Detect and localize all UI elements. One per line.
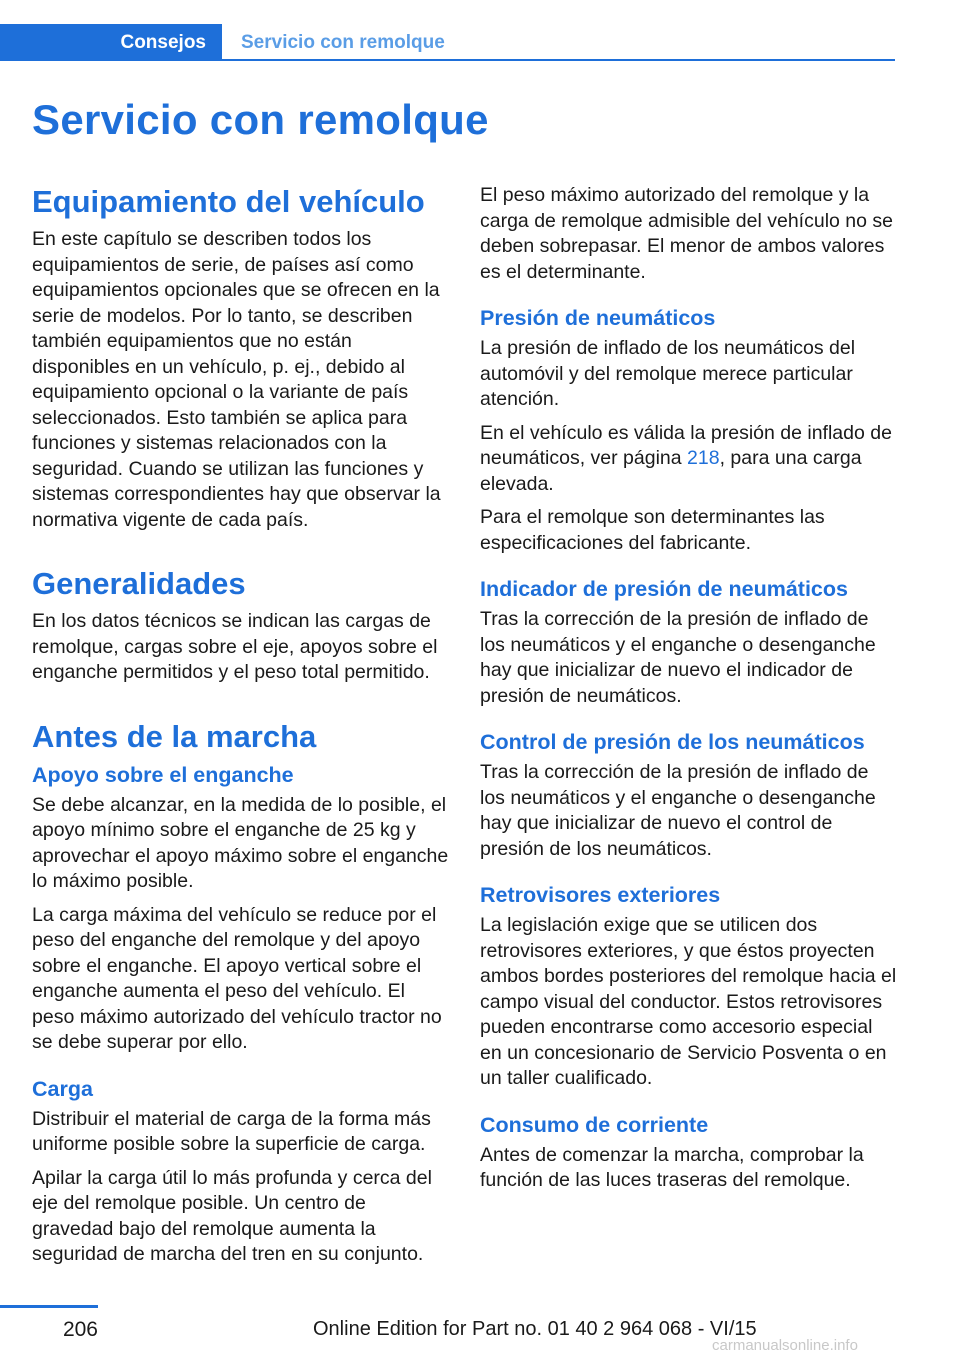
paragraph-presion-2 bbox=[480, 421, 898, 498]
paragraph-generalidades: En los datos técnicos se indican las cargas de remolque, cargas sobre el eje, apoyos sobre el enganche permitidos y el peso total permitido. bbox=[32, 610, 438, 683]
heading-retrovisores: Retrovisores exteriores bbox=[480, 883, 721, 907]
footer-divider bbox=[0, 1305, 98, 1308]
heading-carga: Carga bbox=[32, 1076, 93, 1101]
paragraph-carga-1: Distribuir el material de carga de la forma más uniforme posible sobre la superficie de carga. bbox=[32, 1107, 431, 1155]
heading-consumo: Consumo de corriente bbox=[480, 1112, 709, 1137]
paragraph-peso: El peso máximo autorizado del remolque y la carga de remolque admisible del vehículo no se deben sobrepasar. El menor de ambos valores es el determinante. bbox=[480, 184, 893, 283]
section-tab-label: Servicio con remolque bbox=[241, 31, 445, 53]
page-title: Servicio con remolque bbox=[32, 96, 489, 143]
paragraph-control: Tras la corrección de la presión de inflado de los neumáticos y el enganche o desenganche hay que inicializar de nuevo el control de presión de los neumáticos. bbox=[480, 761, 876, 860]
page-link-218[interactable]: 218 bbox=[687, 447, 720, 469]
presion-text-a: En el vehículo es válida la presión de inflado de neumáticos, ver página bbox=[480, 421, 892, 469]
heading-control: Control de presión de los neumáticos bbox=[480, 730, 865, 754]
watermark: carmanualsonline.info bbox=[712, 1337, 858, 1354]
chapter-tab bbox=[0, 24, 222, 61]
chapter-header bbox=[0, 24, 895, 61]
paragraph-apoyo-2: La carga máxima del vehículo se reduce por el peso del enganche del remolque y del apoyo sobre el enganche. El apoyo vertical sobre el enganche aumenta el peso del vehículo. El peso máximo autorizado del vehículo tractor no se debe superar por ello. bbox=[32, 903, 442, 1053]
edition-text: Online Edition for Part no. 01 40 2 964 068 - VI/15 bbox=[313, 1318, 757, 1340]
heading-indicador: Indicador de presión de neumáticos bbox=[480, 577, 848, 601]
paragraph-retrovisores: La legislación exige que se utilicen dos retrovisores exteriores, y que éstos proyecten ambos bordes posteriores del remolque hacia el campo visual del conductor. Estos retrovisores pueden encontrarse como accesorio especial en un concesionario de Servicio Posventa o en un taller cualificado. bbox=[480, 914, 897, 1089]
heading-equipamiento: Equipamiento del vehículo bbox=[32, 184, 425, 219]
paragraph-apoyo-1: Se debe alcanzar, en la medida de lo posible, el apoyo mínimo sobre el enganche de 25 kg y aprovechar el apoyo máximo sobre el enganche lo máximo posible. bbox=[32, 793, 449, 892]
page-number: 206 bbox=[62, 1318, 98, 1341]
heading-presion: Presión de neumáticos bbox=[480, 306, 716, 330]
left-column bbox=[32, 183, 450, 1276]
paragraph-carga-2: Apilar la carga útil lo más profunda y cerca del eje del remolque posible. Un centro de gravedad bajo del remolque aumenta la seguridad de marcha del tren en su conjunto. bbox=[32, 1166, 432, 1265]
heading-generalidades: Generalidades bbox=[32, 566, 246, 601]
paragraph-presion-3: Para el remolque son determinantes las especificaciones del fabricante. bbox=[480, 506, 825, 554]
presion-text-b: , para una carga elevada. bbox=[480, 447, 862, 495]
paragraph-consumo: Antes de comenzar la marcha, comprobar la función de las luces traseras del remolque. bbox=[480, 1143, 864, 1191]
heading-antes-de-la-marcha: Antes de la marcha bbox=[32, 718, 317, 754]
section-tab bbox=[241, 24, 445, 61]
chapter-tab-label: Consejos bbox=[120, 31, 206, 53]
paragraph-equipamiento: En este capítulo se describen todos los equipamientos de serie, de países así como equipamientos opcionales que se ofrecen en la serie de modelos. Por lo tanto, se describen también equipamientos que no están disponibles en un vehículo, p. ej., debido al equipamiento opcional o la variante de país seleccionados. Esto también se aplica para funciones y sistemas relacionados con la seguridad. Cuando se utilizan las funciones y sistemas correspondientes hay que observar la normativa vigente de cada país. bbox=[32, 228, 441, 531]
heading-apoyo: Apoyo sobre el enganche bbox=[32, 762, 294, 787]
paragraph-indicador: Tras la corrección de la presión de inflado de los neumáticos y el enganche o desenganche hay que inicializar de nuevo el indicador de presión de neumáticos. bbox=[480, 608, 876, 707]
right-column bbox=[480, 183, 898, 1202]
paragraph-presion-1: La presión de inflado de los neumáticos del automóvil y del remolque merece particular atención. bbox=[480, 337, 856, 410]
